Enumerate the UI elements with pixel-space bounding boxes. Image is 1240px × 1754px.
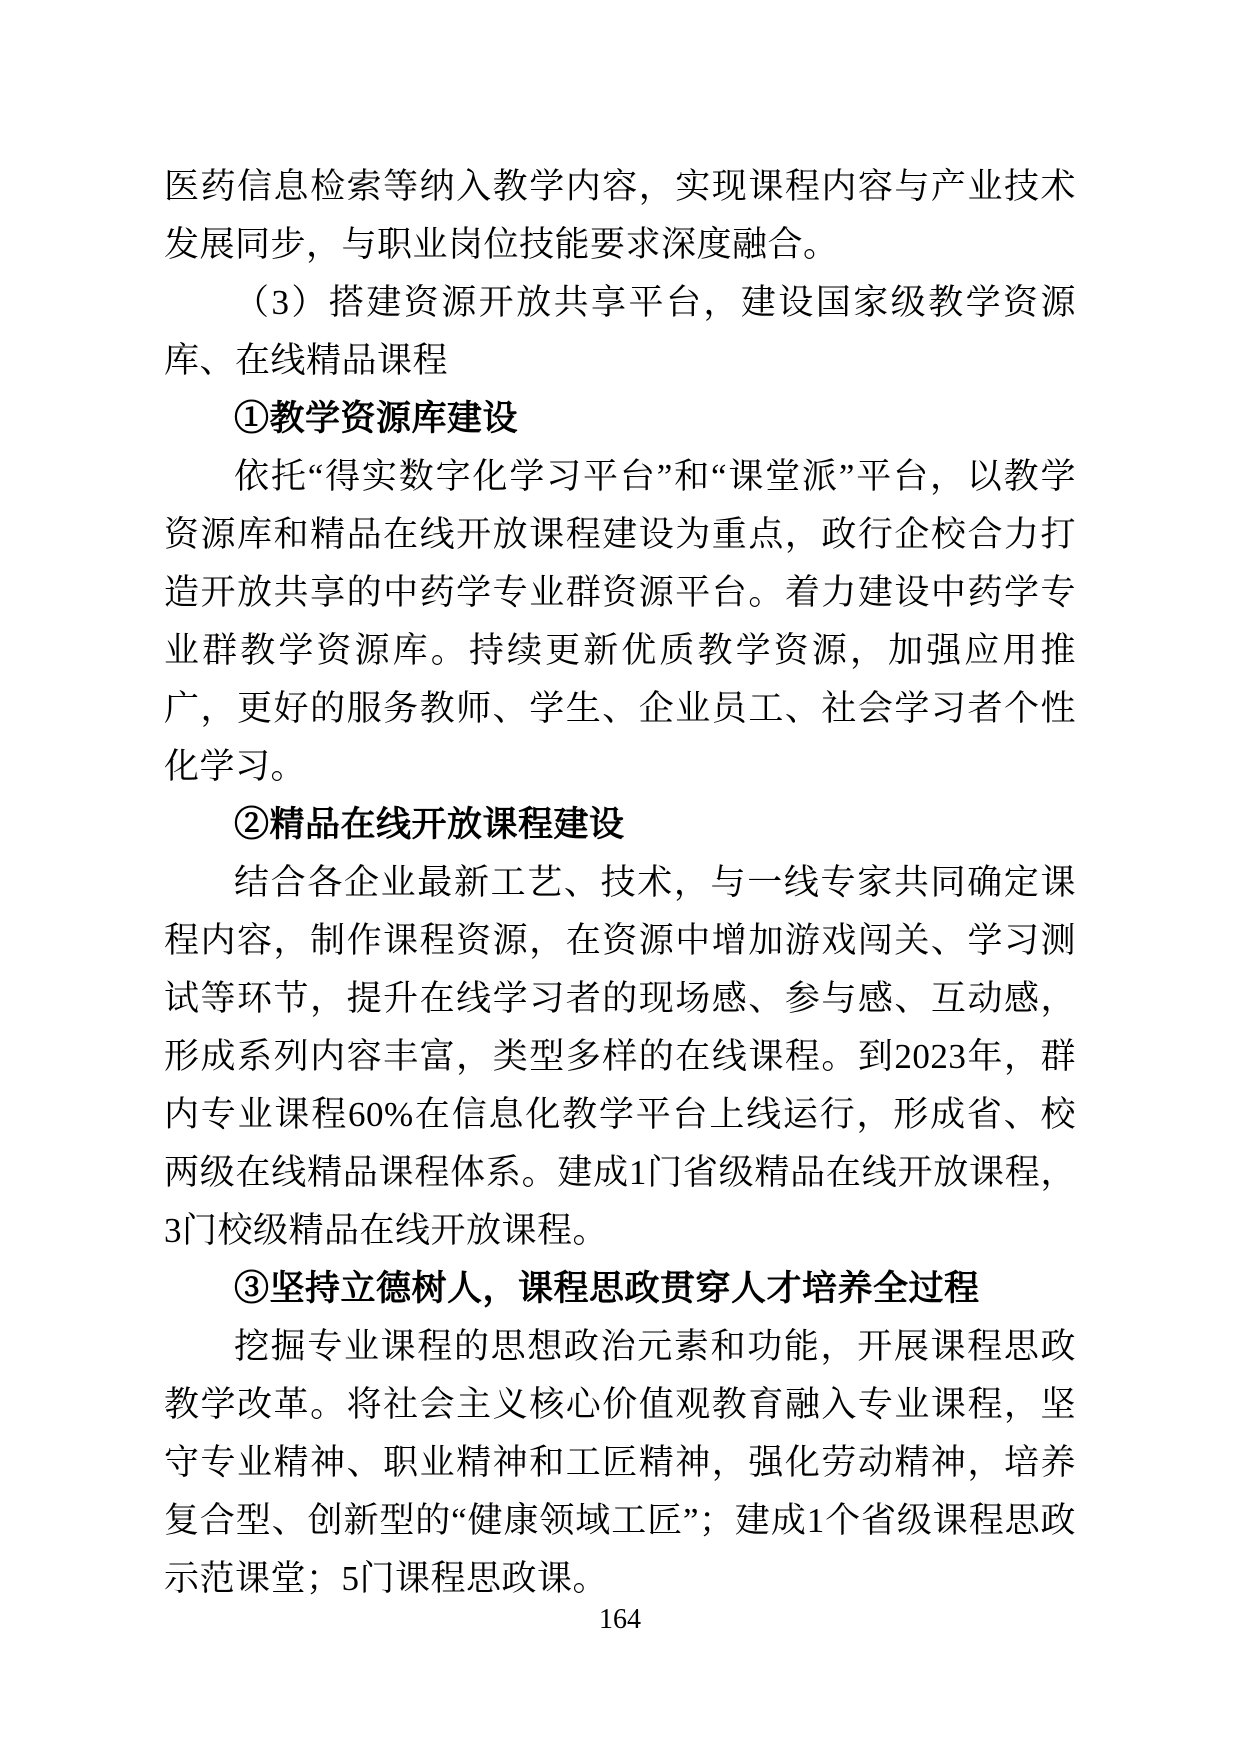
heading-3-moral-education: ③坚持立德树人，课程思政贯穿人才培养全过程 [234,1269,980,1308]
paragraph-curriculum-ideology: 挖掘专业课程的思想政治元素和功能，开展课程思政教学改革。将社会主义核心价值观教育融入专业课程，坚守专业精神、职业精神和工匠精神，强化劳动精神，培养复合型、创新型的“健康领域工匠”；建成1个省级课程思政示范课堂；5门课程思政课。 [164,1327,1076,1598]
paragraph-continuation: 医药信息检索等纳入教学内容，实现课程内容与产业技术发展同步，与职业岗位技能要求深度融合。 [164,167,1076,264]
page-number: 164 [599,1604,641,1635]
paragraph-section-3: （3）搭建资源开放共享平台，建设国家级教学资源库、在线精品课程 [164,283,1076,380]
paragraph-online-courses: 结合各企业最新工艺、技术，与一线专家共同确定课程内容，制作课程资源，在资源中增加游戏闯关、学习测试等环节，提升在线学习者的现场感、参与感、互动感，形成系列内容丰富，类型多样的在线课程。到2023年，群内专业课程60%在信息化教学平台上线运行，形成省、校两级在线精品课程体系。建成1门省级精品在线开放课程，3门校级精品在线开放课程。 [164,863,1076,1250]
heading-1-teaching-resource-library: ①教学资源库建设 [234,399,519,438]
paragraph-resource-library: 依托“得实数字化学习平台”和“课堂派”平台，以教学资源库和精品在线开放课程建设为重点，政行企校合力打造开放共享的中药学专业群资源平台。着力建设中药学专业群教学资源库。持续更新优质教学资源，加强应用推广，更好的服务教师、学生、企业员工、社会学习者个性化学习。 [164,457,1076,786]
heading-2-online-open-courses: ②精品在线开放课程建设 [234,805,625,844]
document-body [164,158,1076,1608]
